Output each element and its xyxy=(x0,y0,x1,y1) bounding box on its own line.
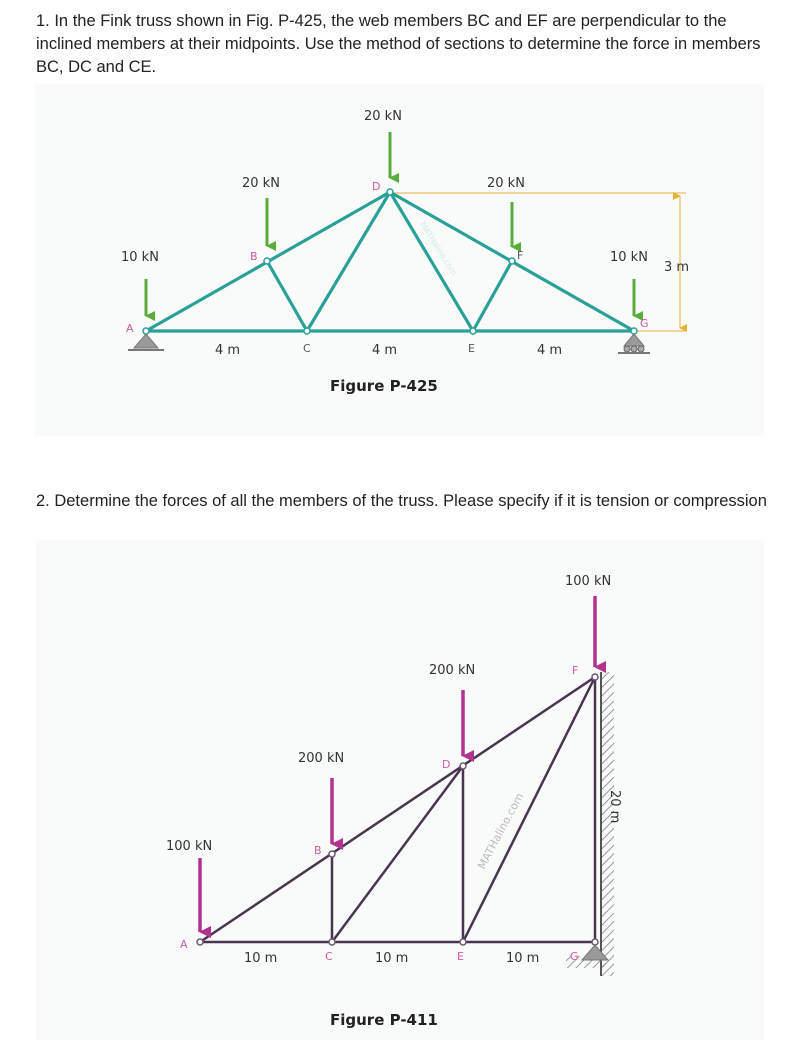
watermark: MATHalino.com xyxy=(475,790,527,872)
roller-support-g xyxy=(618,334,650,353)
dim-span-1: 10 m xyxy=(244,951,278,966)
dim-span-3: 4 m xyxy=(537,343,563,358)
load-arrows xyxy=(200,596,595,932)
load-label-b: 20 kN xyxy=(242,176,280,191)
node-label-e: E xyxy=(468,342,475,355)
wall-support xyxy=(566,672,614,976)
truss-joints xyxy=(143,189,637,334)
load-label-g: 10 kN xyxy=(610,250,648,265)
load-label-d: 20 kN xyxy=(364,109,402,124)
load-label-d: 200 kN xyxy=(429,663,476,678)
dim-height: 3 m xyxy=(664,260,690,275)
truss-members xyxy=(200,677,595,942)
question-2-text: 2. Determine the forces of all the members of the truss. Please specify if it is tension or compression xyxy=(36,492,767,510)
node-label-a: A xyxy=(180,938,188,951)
figure-caption: Figure P-411 xyxy=(330,1011,438,1029)
dim-height: 20 m xyxy=(607,790,622,824)
node-label-d: D xyxy=(442,758,451,771)
node-label-c: C xyxy=(325,950,333,963)
node-label-c: C xyxy=(303,342,311,355)
load-label-a: 100 kN xyxy=(166,839,213,854)
truss-members xyxy=(146,192,634,331)
node-label-g: G xyxy=(570,950,579,963)
fink-truss-diagram xyxy=(34,84,764,436)
load-label-f: 100 kN xyxy=(565,574,612,589)
node-label-b: B xyxy=(314,844,322,857)
watermark: MATHalino.com xyxy=(418,220,459,278)
node-label-f: F xyxy=(572,664,579,677)
dim-span-2: 10 m xyxy=(375,951,409,966)
dim-span-2: 4 m xyxy=(372,343,398,358)
node-label-b: B xyxy=(250,250,258,263)
node-label-e: E xyxy=(457,950,464,963)
figure-caption: Figure P-425 xyxy=(330,377,438,395)
figure-p425 xyxy=(34,84,764,436)
cantilever-truss-diagram xyxy=(36,540,764,1040)
dim-span-3: 10 m xyxy=(506,951,540,966)
pin-support-a xyxy=(128,334,164,350)
load-label-a: 10 kN xyxy=(121,250,159,265)
question-1-text: 1. In the Fink truss shown in Fig. P-425, the web members BC and EF are perpendicular to the inclined members at their midpoints. Use the method of sections to determine the force in members BC, DC and CE. xyxy=(36,12,761,76)
node-label-f: F xyxy=(517,249,524,262)
load-label-f: 20 kN xyxy=(487,176,525,191)
figure-p411 xyxy=(36,540,764,1040)
node-label-a: A xyxy=(126,322,134,335)
node-label-g: G xyxy=(640,317,649,330)
dim-span-1: 4 m xyxy=(215,343,241,358)
load-label-b: 200 kN xyxy=(298,751,345,766)
node-label-d: D xyxy=(372,180,381,193)
